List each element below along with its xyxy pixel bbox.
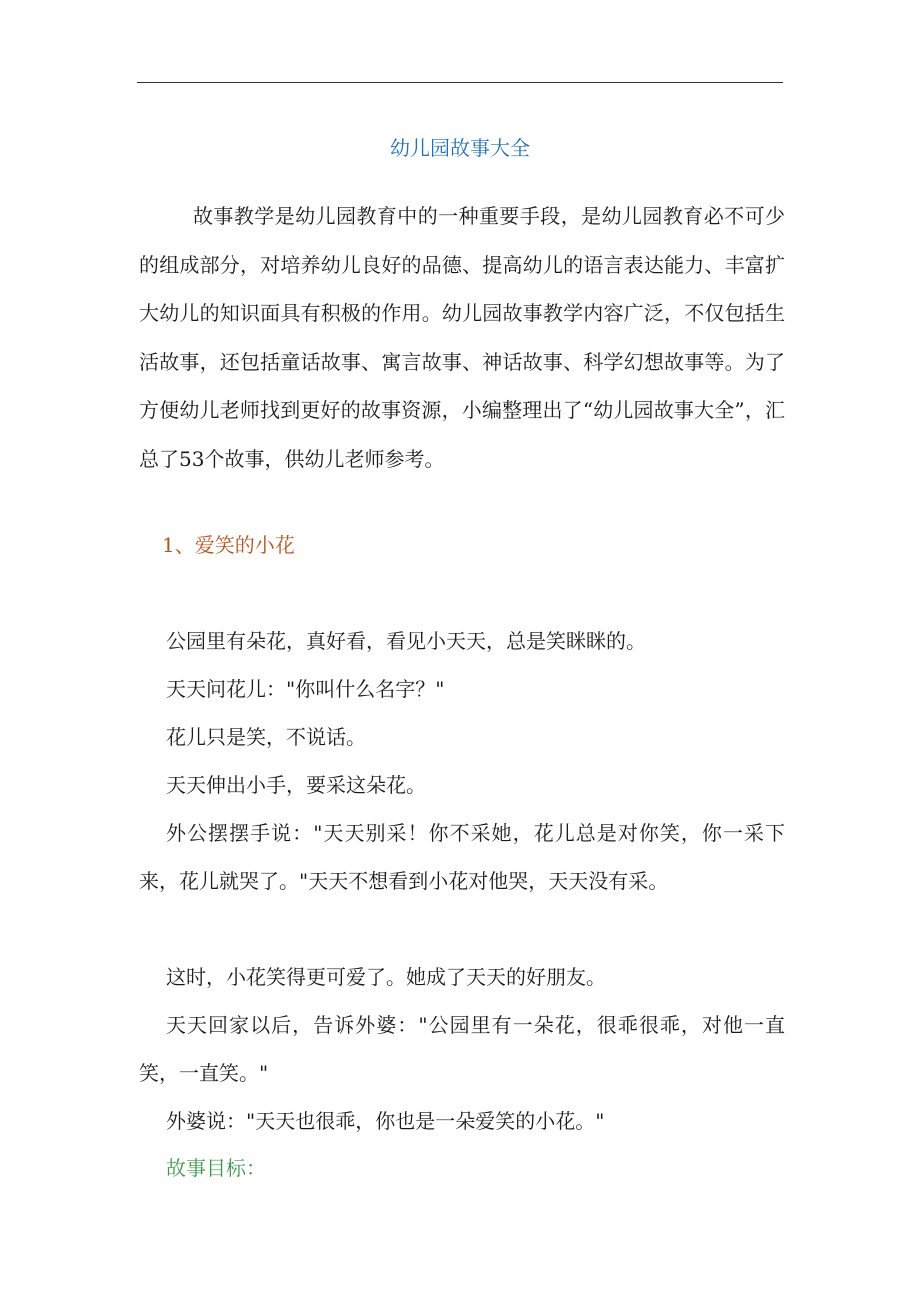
story-paragraph: 公园里有朵花，真好看，看见小天天，总是笑眯眯的。: [166, 629, 646, 653]
story-paragraph: 天天伸出小手，要采这朵花。: [166, 773, 426, 797]
story-paragraph: 外公摆摆手说："天天别采！你不采她，花儿总是对你笑，你一采下来，花儿就哭了。"天天不想看到小花对他哭，天天没有采。: [139, 821, 785, 893]
story-paragraph: 花儿只是笑，不说话。: [166, 725, 366, 749]
header-rule: [137, 82, 783, 83]
intro-paragraph: 故事教学是幼儿园教育中的一种重要手段，是幼儿园教育必不可少的组成部分，对培养幼儿良好的品德、提高幼儿的语言表达能力、丰富扩大幼儿的知识面具有积极的作用。幼儿园故事教学内容广泛，不仅包括生活故事，还包括童话故事、寓言故事、神话故事、科学幻想故事等。为了方便幼儿老师找到更好的故事资源，小编整理出了“幼儿园故事大全”，汇总了53个故事，供幼儿老师参考。: [139, 204, 785, 471]
story-goal-label: 故事目标：: [166, 1156, 266, 1180]
story-paragraph: 天天回家以后，告诉外婆："公园里有一朵花，很乖很乖，对他一直笑，一直笑。": [139, 1013, 785, 1085]
story-heading: 1、爱笑的小花: [162, 533, 295, 557]
story-paragraph: 外婆说："天天也很乖，你也是一朵爱笑的小花。": [166, 1109, 605, 1133]
page-title: 幼儿园故事大全: [390, 136, 530, 160]
story-paragraph: 这时，小花笑得更可爱了。她成了天天的好朋友。: [166, 965, 606, 989]
story-paragraph: 天天问花儿："你叫什么名字？": [166, 677, 445, 701]
